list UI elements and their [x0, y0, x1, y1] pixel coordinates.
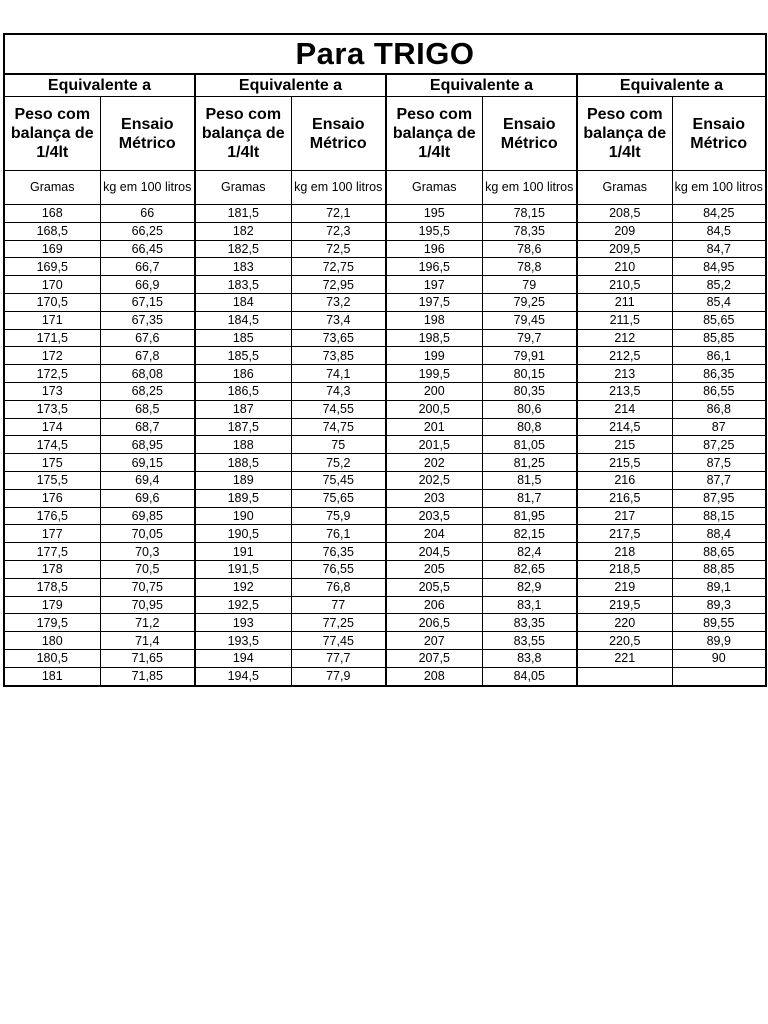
table-row: [4, 436, 766, 454]
unit-kg-4: kg em 100 litros: [672, 171, 766, 205]
peso-cell: 193,5: [195, 632, 291, 650]
table-row: [4, 632, 766, 650]
ensaio-cell: 88,15: [672, 507, 766, 525]
ensaio-cell: 74,3: [291, 382, 386, 400]
table-row: [4, 471, 766, 489]
table-row: [4, 365, 766, 383]
peso-cell: 195: [386, 205, 482, 223]
ensaio-cell: 88,65: [672, 543, 766, 561]
unit-kg-1: kg em 100 litros: [100, 171, 195, 205]
table-row: [4, 382, 766, 400]
ensaio-cell: 71,4: [100, 632, 195, 650]
peso-cell: 182,5: [195, 240, 291, 258]
ensaio-header-2: Ensaio Métrico: [291, 97, 386, 171]
peso-cell: 203,5: [386, 507, 482, 525]
peso-cell: 212,5: [577, 347, 672, 365]
peso-cell: 169,5: [4, 258, 100, 276]
ensaio-cell: 69,6: [100, 489, 195, 507]
peso-cell: 198: [386, 311, 482, 329]
peso-cell: 171,5: [4, 329, 100, 347]
peso-cell: 188,5: [195, 454, 291, 472]
peso-cell: 204: [386, 525, 482, 543]
ensaio-cell: 83,35: [482, 614, 577, 632]
peso-cell: 218: [577, 543, 672, 561]
peso-cell: 168: [4, 205, 100, 223]
peso-cell: 191: [195, 543, 291, 561]
peso-cell: 192,5: [195, 596, 291, 614]
table-row: [4, 578, 766, 596]
table-row: [4, 276, 766, 294]
peso-cell: 187: [195, 400, 291, 418]
ensaio-cell: 88,4: [672, 525, 766, 543]
ensaio-cell: 68,5: [100, 400, 195, 418]
peso-cell: 172: [4, 347, 100, 365]
ensaio-cell: 66,45: [100, 240, 195, 258]
peso-cell: 184: [195, 293, 291, 311]
peso-header-3: Peso com balança de 1/4lt: [386, 97, 482, 171]
ensaio-cell: 78,35: [482, 222, 577, 240]
peso-cell: 202,5: [386, 471, 482, 489]
trigo-conversion-table: [3, 33, 767, 687]
ensaio-cell: 71,2: [100, 614, 195, 632]
conversion-sheet: [3, 33, 765, 687]
ensaio-cell: 72,75: [291, 258, 386, 276]
ensaio-cell: 87: [672, 418, 766, 436]
ensaio-cell: 86,55: [672, 382, 766, 400]
peso-cell: 192: [195, 578, 291, 596]
peso-cell: 200: [386, 382, 482, 400]
table-row: [4, 205, 766, 223]
peso-cell: 216: [577, 471, 672, 489]
peso-cell: 179: [4, 596, 100, 614]
ensaio-cell: 69,15: [100, 454, 195, 472]
peso-cell: 220,5: [577, 632, 672, 650]
column-header-row: [4, 97, 766, 171]
peso-cell: 190: [195, 507, 291, 525]
ensaio-cell: 81,05: [482, 436, 577, 454]
ensaio-cell: 73,2: [291, 293, 386, 311]
peso-cell: 212: [577, 329, 672, 347]
ensaio-cell: 72,3: [291, 222, 386, 240]
ensaio-cell: 89,9: [672, 632, 766, 650]
ensaio-cell: 73,85: [291, 347, 386, 365]
peso-cell: 213,5: [577, 382, 672, 400]
ensaio-header-4: Ensaio Métrico: [672, 97, 766, 171]
peso-cell: 174,5: [4, 436, 100, 454]
ensaio-cell: 86,8: [672, 400, 766, 418]
peso-cell: 215,5: [577, 454, 672, 472]
unit-kg-3: kg em 100 litros: [482, 171, 577, 205]
peso-cell: 179,5: [4, 614, 100, 632]
ensaio-cell: 73,4: [291, 311, 386, 329]
peso-cell: 184,5: [195, 311, 291, 329]
ensaio-cell: 80,6: [482, 400, 577, 418]
peso-cell: 220: [577, 614, 672, 632]
peso-cell: 219: [577, 578, 672, 596]
table-row: [4, 489, 766, 507]
peso-cell: 196,5: [386, 258, 482, 276]
peso-cell: 189: [195, 471, 291, 489]
ensaio-cell: 80,8: [482, 418, 577, 436]
ensaio-cell: 75,65: [291, 489, 386, 507]
ensaio-cell: 74,75: [291, 418, 386, 436]
peso-cell: 183: [195, 258, 291, 276]
peso-cell: 206: [386, 596, 482, 614]
ensaio-cell: 70,75: [100, 578, 195, 596]
peso-cell: 194,5: [195, 667, 291, 685]
peso-cell: 181,5: [195, 205, 291, 223]
ensaio-cell: 83,8: [482, 649, 577, 667]
ensaio-cell: 80,15: [482, 365, 577, 383]
ensaio-cell: 66,25: [100, 222, 195, 240]
peso-cell: 194: [195, 649, 291, 667]
peso-cell: [577, 667, 672, 685]
peso-cell: 197: [386, 276, 482, 294]
equivalente-row: [4, 74, 766, 97]
ensaio-cell: 68,08: [100, 365, 195, 383]
table-row: [4, 507, 766, 525]
unit-gramas-1: Gramas: [4, 171, 100, 205]
unit-gramas-2: Gramas: [195, 171, 291, 205]
ensaio-cell: 84,05: [482, 667, 577, 685]
table-row: [4, 543, 766, 561]
unit-kg-2: kg em 100 litros: [291, 171, 386, 205]
peso-cell: 177,5: [4, 543, 100, 561]
peso-cell: 180: [4, 632, 100, 650]
table-row: [4, 614, 766, 632]
ensaio-cell: 79,25: [482, 293, 577, 311]
ensaio-cell: 82,4: [482, 543, 577, 561]
peso-cell: 214: [577, 400, 672, 418]
ensaio-cell: 68,95: [100, 436, 195, 454]
ensaio-cell: 68,25: [100, 382, 195, 400]
peso-cell: 180,5: [4, 649, 100, 667]
peso-cell: 205: [386, 560, 482, 578]
peso-header-1: Peso com balança de 1/4lt: [4, 97, 100, 171]
peso-header-2: Peso com balança de 1/4lt: [195, 97, 291, 171]
ensaio-cell: 67,6: [100, 329, 195, 347]
peso-cell: 176,5: [4, 507, 100, 525]
peso-cell: 191,5: [195, 560, 291, 578]
peso-cell: 177: [4, 525, 100, 543]
peso-cell: 216,5: [577, 489, 672, 507]
peso-cell: 208,5: [577, 205, 672, 223]
peso-cell: 189,5: [195, 489, 291, 507]
ensaio-cell: 84,5: [672, 222, 766, 240]
peso-cell: 190,5: [195, 525, 291, 543]
peso-cell: 209: [577, 222, 672, 240]
peso-cell: 206,5: [386, 614, 482, 632]
peso-cell: 175: [4, 454, 100, 472]
table-row: [4, 525, 766, 543]
ensaio-cell: 70,5: [100, 560, 195, 578]
ensaio-header-1: Ensaio Métrico: [100, 97, 195, 171]
peso-cell: 176: [4, 489, 100, 507]
peso-cell: 178: [4, 560, 100, 578]
peso-cell: 178,5: [4, 578, 100, 596]
peso-cell: 186: [195, 365, 291, 383]
peso-cell: 199: [386, 347, 482, 365]
unit-gramas-3: Gramas: [386, 171, 482, 205]
peso-cell: 215: [577, 436, 672, 454]
ensaio-cell: 82,15: [482, 525, 577, 543]
ensaio-cell: 71,85: [100, 667, 195, 685]
ensaio-cell: 78,8: [482, 258, 577, 276]
peso-cell: 185: [195, 329, 291, 347]
table-row: [4, 560, 766, 578]
ensaio-cell: 67,15: [100, 293, 195, 311]
peso-cell: 168,5: [4, 222, 100, 240]
peso-cell: 209,5: [577, 240, 672, 258]
ensaio-cell: 87,25: [672, 436, 766, 454]
ensaio-cell: 87,7: [672, 471, 766, 489]
peso-cell: 171: [4, 311, 100, 329]
peso-cell: 197,5: [386, 293, 482, 311]
peso-cell: 217: [577, 507, 672, 525]
table-row: [4, 400, 766, 418]
peso-cell: 207: [386, 632, 482, 650]
ensaio-cell: 85,85: [672, 329, 766, 347]
unit-header-row: [4, 171, 766, 205]
table-row: [4, 347, 766, 365]
peso-cell: 202: [386, 454, 482, 472]
ensaio-cell: 90: [672, 649, 766, 667]
peso-cell: 219,5: [577, 596, 672, 614]
ensaio-cell: 76,1: [291, 525, 386, 543]
table-row: [4, 329, 766, 347]
ensaio-cell: 83,1: [482, 596, 577, 614]
peso-cell: 173,5: [4, 400, 100, 418]
peso-cell: 185,5: [195, 347, 291, 365]
ensaio-cell: 70,05: [100, 525, 195, 543]
ensaio-cell: 72,1: [291, 205, 386, 223]
ensaio-cell: 82,9: [482, 578, 577, 596]
peso-cell: 211: [577, 293, 672, 311]
peso-cell: 187,5: [195, 418, 291, 436]
ensaio-cell: 82,65: [482, 560, 577, 578]
peso-cell: 186,5: [195, 382, 291, 400]
ensaio-cell: 86,35: [672, 365, 766, 383]
ensaio-cell: 77,9: [291, 667, 386, 685]
table-title: Para TRIGO: [4, 34, 766, 74]
ensaio-cell: 79,45: [482, 311, 577, 329]
ensaio-cell: 73,65: [291, 329, 386, 347]
peso-cell: 207,5: [386, 649, 482, 667]
peso-cell: 196: [386, 240, 482, 258]
peso-cell: 208: [386, 667, 482, 685]
ensaio-cell: 66,7: [100, 258, 195, 276]
ensaio-cell: 70,3: [100, 543, 195, 561]
ensaio-cell: 80,35: [482, 382, 577, 400]
peso-cell: 183,5: [195, 276, 291, 294]
peso-cell: 200,5: [386, 400, 482, 418]
ensaio-cell: 89,3: [672, 596, 766, 614]
ensaio-cell: 66: [100, 205, 195, 223]
table-row: [4, 667, 766, 685]
ensaio-cell: 77: [291, 596, 386, 614]
ensaio-cell: 66,9: [100, 276, 195, 294]
peso-cell: 218,5: [577, 560, 672, 578]
peso-cell: 203: [386, 489, 482, 507]
peso-cell: 195,5: [386, 222, 482, 240]
ensaio-cell: 78,6: [482, 240, 577, 258]
ensaio-cell: 75: [291, 436, 386, 454]
peso-cell: 204,5: [386, 543, 482, 561]
table-row: [4, 649, 766, 667]
ensaio-header-3: Ensaio Métrico: [482, 97, 577, 171]
ensaio-cell: 75,2: [291, 454, 386, 472]
ensaio-cell: 79,7: [482, 329, 577, 347]
ensaio-cell: 69,4: [100, 471, 195, 489]
ensaio-cell: 67,35: [100, 311, 195, 329]
ensaio-cell: 89,55: [672, 614, 766, 632]
table-row: [4, 311, 766, 329]
table-row: [4, 258, 766, 276]
peso-cell: 172,5: [4, 365, 100, 383]
peso-cell: 193: [195, 614, 291, 632]
equivalente-header-1: Equivalente a: [4, 74, 195, 97]
peso-cell: 170: [4, 276, 100, 294]
peso-cell: 174: [4, 418, 100, 436]
ensaio-cell: 84,95: [672, 258, 766, 276]
ensaio-cell: 71,65: [100, 649, 195, 667]
ensaio-cell: 87,95: [672, 489, 766, 507]
ensaio-cell: 77,7: [291, 649, 386, 667]
ensaio-cell: 74,1: [291, 365, 386, 383]
table-body: [4, 205, 766, 686]
ensaio-cell: 75,9: [291, 507, 386, 525]
peso-cell: 173: [4, 382, 100, 400]
ensaio-cell: 69,85: [100, 507, 195, 525]
table-row: [4, 596, 766, 614]
ensaio-cell: 67,8: [100, 347, 195, 365]
ensaio-cell: 78,15: [482, 205, 577, 223]
ensaio-cell: 68,7: [100, 418, 195, 436]
ensaio-cell: 72,95: [291, 276, 386, 294]
peso-cell: 181: [4, 667, 100, 685]
table-row: [4, 418, 766, 436]
equivalente-header-2: Equivalente a: [195, 74, 386, 97]
ensaio-cell: 81,5: [482, 471, 577, 489]
peso-cell: 210,5: [577, 276, 672, 294]
ensaio-cell: 72,5: [291, 240, 386, 258]
peso-cell: 170,5: [4, 293, 100, 311]
ensaio-cell: 76,8: [291, 578, 386, 596]
unit-gramas-4: Gramas: [577, 171, 672, 205]
peso-cell: 198,5: [386, 329, 482, 347]
ensaio-cell: 77,25: [291, 614, 386, 632]
equivalente-header-3: Equivalente a: [386, 74, 577, 97]
ensaio-cell: 75,45: [291, 471, 386, 489]
peso-header-4: Peso com balança de 1/4lt: [577, 97, 672, 171]
ensaio-cell: 85,2: [672, 276, 766, 294]
table-row: [4, 240, 766, 258]
peso-cell: 205,5: [386, 578, 482, 596]
ensaio-cell: 76,55: [291, 560, 386, 578]
peso-cell: 188: [195, 436, 291, 454]
ensaio-cell: 76,35: [291, 543, 386, 561]
peso-cell: 182: [195, 222, 291, 240]
peso-cell: 221: [577, 649, 672, 667]
ensaio-cell: 88,85: [672, 560, 766, 578]
ensaio-cell: 79,91: [482, 347, 577, 365]
peso-cell: 175,5: [4, 471, 100, 489]
ensaio-cell: 81,7: [482, 489, 577, 507]
peso-cell: 199,5: [386, 365, 482, 383]
peso-cell: 169: [4, 240, 100, 258]
ensaio-cell: 83,55: [482, 632, 577, 650]
ensaio-cell: [672, 667, 766, 685]
table-row: [4, 454, 766, 472]
ensaio-cell: 85,65: [672, 311, 766, 329]
peso-cell: 211,5: [577, 311, 672, 329]
ensaio-cell: 70,95: [100, 596, 195, 614]
table-row: [4, 222, 766, 240]
table-row: [4, 293, 766, 311]
ensaio-cell: 77,45: [291, 632, 386, 650]
peso-cell: 201,5: [386, 436, 482, 454]
ensaio-cell: 84,7: [672, 240, 766, 258]
ensaio-cell: 81,95: [482, 507, 577, 525]
ensaio-cell: 79: [482, 276, 577, 294]
peso-cell: 217,5: [577, 525, 672, 543]
ensaio-cell: 86,1: [672, 347, 766, 365]
ensaio-cell: 85,4: [672, 293, 766, 311]
peso-cell: 201: [386, 418, 482, 436]
ensaio-cell: 81,25: [482, 454, 577, 472]
equivalente-header-4: Equivalente a: [577, 74, 766, 97]
peso-cell: 210: [577, 258, 672, 276]
ensaio-cell: 89,1: [672, 578, 766, 596]
peso-cell: 213: [577, 365, 672, 383]
ensaio-cell: 87,5: [672, 454, 766, 472]
ensaio-cell: 84,25: [672, 205, 766, 223]
ensaio-cell: 74,55: [291, 400, 386, 418]
peso-cell: 214,5: [577, 418, 672, 436]
